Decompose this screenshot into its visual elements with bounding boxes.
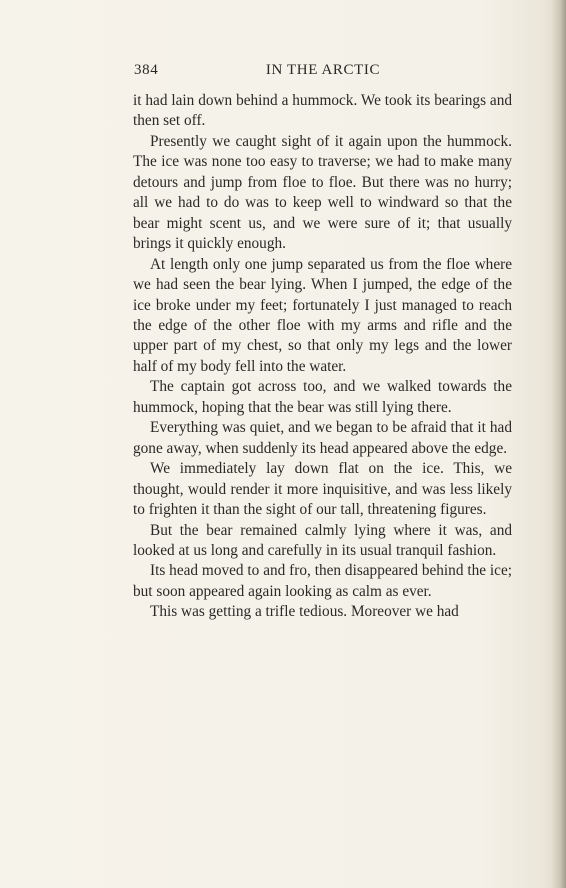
page-number: 384: [134, 62, 159, 78]
paragraph: At length only one jump separated us from the floe where we had seen the bear lying. When I jumped, the edge of the ice broke under my feet; fortunately I just managed to reach the edge of the other floe with my arms and rifle and the upper part of my chest, so that only my legs and the lower half of my body fell into the water.: [133, 255, 512, 375]
paragraph: Its head moved to and fro, then disappeared behind the ice; but soon appeared again looking as calm as ever.: [133, 562, 512, 600]
page-edge-shadow: [552, 0, 566, 888]
paragraph: Presently we caught sight of it again upon the hummock. The ice was none too easy to traverse; we had to make many detours and jump from floe to floe. But there was no hurry; all we had to do was to keep well to windward so that the bear might scent us, and we were sure of it; that usually brings it quickly enough.: [133, 132, 512, 253]
running-head: IN THE ARCTIC: [265, 62, 381, 78]
paragraph: But the bear remained calmly lying where it was, and looked at us long and carefully in its usual tranquil fashion.: [133, 521, 512, 559]
paragraph: it had lain down behind a hummock. We took its bearings and then set off.: [133, 92, 512, 130]
page-header: [134, 62, 512, 84]
paragraph: Everything was quiet, and we began to be afraid that it had gone away, when suddenly its head appeared above the edge.: [133, 419, 512, 457]
paragraph: This was getting a trifle tedious. Moreover we had: [150, 603, 459, 621]
paragraph: We immediately lay down flat on the ice. This, we thought, would render it more inquisitive, and was less likely to frighten it than the sight of our tall, threatening figures.: [133, 460, 512, 519]
body-text: [133, 91, 512, 623]
paragraph: The captain got across too, and we walked towards the hummock, hoping that the bear was still lying there.: [133, 378, 512, 416]
